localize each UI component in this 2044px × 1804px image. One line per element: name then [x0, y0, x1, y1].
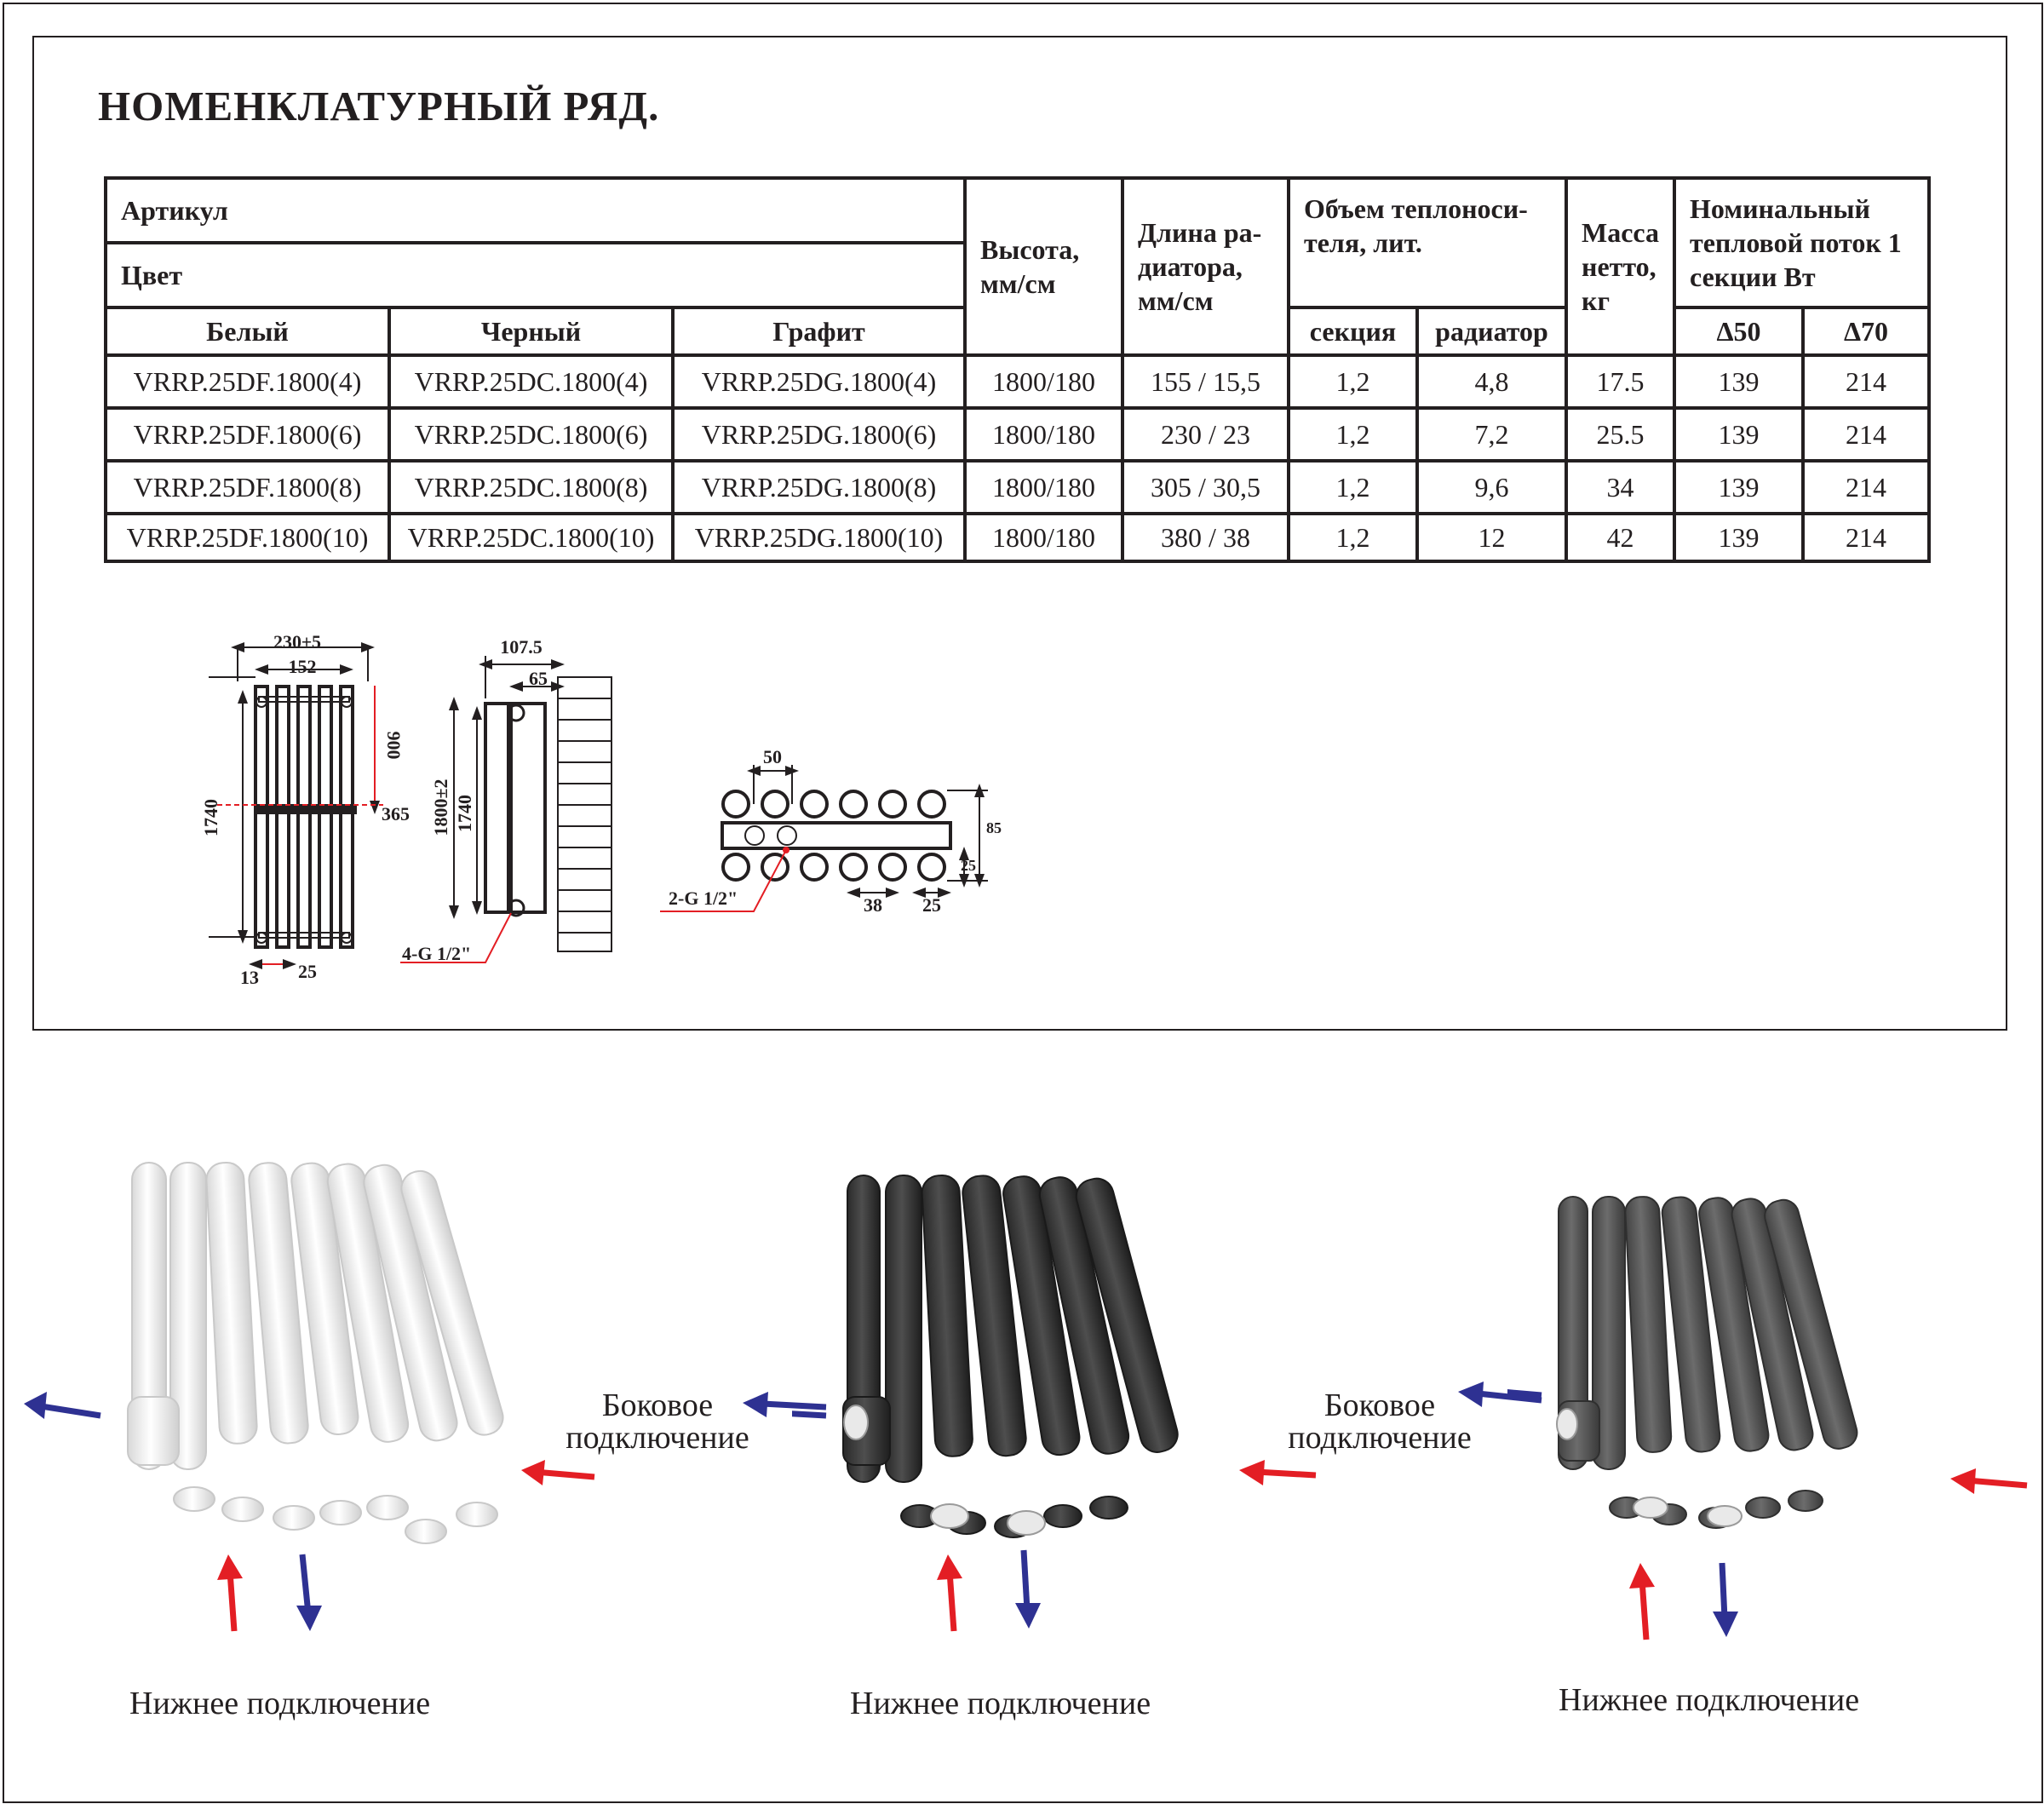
cell-d50: 139 — [1674, 461, 1803, 514]
cell-length: 155 / 15,5 — [1122, 355, 1289, 408]
cell-vol-section: 1,2 — [1289, 408, 1417, 461]
header-mass: Масса нетто, кг — [1566, 178, 1674, 355]
side-connection-caption-1 — [538, 1389, 777, 1454]
cell-height: 1800/180 — [965, 514, 1122, 561]
dim-mid: 365 — [382, 803, 410, 824]
cell-mass: 25.5 — [1566, 408, 1674, 461]
dim-depth: 107.5 — [500, 636, 543, 658]
side-connection-caption-2 — [1260, 1389, 1499, 1454]
cell-mass: 42 — [1566, 514, 1674, 561]
dim-total-height: 1800±2 — [430, 778, 451, 836]
side-view-labels — [402, 636, 548, 964]
side-caption-line2: подключение — [1288, 1420, 1472, 1456]
dim-pitch-2: 25 — [922, 894, 941, 916]
bottom-connection-caption-3: Нижнее подключение — [1559, 1682, 1860, 1718]
side-caption-line1: Боковое — [1323, 1387, 1436, 1423]
black-tubes — [843, 1174, 1181, 1537]
dim-offset: 65 — [529, 668, 548, 689]
radiator-photo-white — [0, 1133, 613, 1644]
cell-vol-section: 1,2 — [1289, 514, 1417, 561]
cell-d50: 139 — [1674, 514, 1803, 561]
dim-pipe: 25 — [961, 857, 976, 874]
cell-black: VRRP.25DC.1800(10) — [389, 514, 673, 561]
dim-half-height: 900 — [383, 731, 405, 760]
header-article: Артикул — [106, 178, 965, 243]
cell-graphite: VRRP.25DG.1800(8) — [673, 461, 965, 514]
cell-black: VRRP.25DC.1800(4) — [389, 355, 673, 408]
cell-height: 1800/180 — [965, 355, 1122, 408]
header-color: Цвет — [106, 243, 965, 307]
side-caption-line1: Боковое — [601, 1387, 714, 1423]
dim-left-offset: 13 — [240, 967, 259, 988]
page-title: НОМЕНКЛАТУРНЫЙ РЯД. — [98, 83, 660, 129]
dim-inner-width: 152 — [288, 656, 317, 677]
dim-step: 25 — [298, 961, 317, 982]
header-color-white: Белый — [106, 307, 389, 355]
cell-height: 1800/180 — [965, 461, 1122, 514]
side-thread-label: 4-G 1/2" — [402, 943, 472, 964]
header-volume-section: секция — [1289, 307, 1417, 355]
header-color-graphite: Графит — [673, 307, 965, 355]
cell-white: VRRP.25DF.1800(8) — [106, 461, 389, 514]
cell-white: VRRP.25DF.1800(4) — [106, 355, 389, 408]
bottom-connection-caption-2: Нижнее подключение — [850, 1686, 1151, 1721]
cell-black: VRRP.25DC.1800(6) — [389, 408, 673, 461]
dim-top-depth: 85 — [986, 819, 1002, 836]
graphite-tubes — [1559, 1196, 1860, 1528]
cell-length: 230 / 23 — [1122, 408, 1289, 461]
cell-vol-radiator: 4,8 — [1417, 355, 1566, 408]
cell-graphite: VRRP.25DG.1800(10) — [673, 514, 965, 561]
cell-d70: 214 — [1803, 461, 1929, 514]
cell-graphite: VRRP.25DG.1800(4) — [673, 355, 965, 408]
cell-mass: 34 — [1566, 461, 1674, 514]
cell-d70: 214 — [1803, 408, 1929, 461]
cell-white: VRRP.25DF.1800(10) — [106, 514, 389, 561]
dim-inner-height: 1740 — [454, 795, 475, 832]
cell-graphite: VRRP.25DG.1800(6) — [673, 408, 965, 461]
header-heat-flow: Номинальный тепловой поток 1 секции Вт — [1674, 178, 1929, 307]
cell-d50: 139 — [1674, 408, 1803, 461]
cell-black: VRRP.25DC.1800(8) — [389, 461, 673, 514]
dim-pitch: 38 — [864, 894, 882, 916]
cell-height: 1800/180 — [965, 408, 1122, 461]
cell-vol-section: 1,2 — [1289, 461, 1417, 514]
white-tubes — [128, 1161, 507, 1543]
header-length: Длина ра-диатора, мм/см — [1122, 178, 1289, 355]
header-volume: Объем теплоноси-теля, лит. — [1289, 178, 1566, 307]
cell-vol-section: 1,2 — [1289, 355, 1417, 408]
cell-white: VRRP.25DF.1800(6) — [106, 408, 389, 461]
cell-mass: 17.5 — [1566, 355, 1674, 408]
front-view-drawing — [209, 647, 383, 964]
side-caption-line2: подключение — [566, 1420, 749, 1456]
cell-length: 380 / 38 — [1122, 514, 1289, 561]
header-d50: Δ50 — [1674, 307, 1803, 355]
cell-length: 305 / 30,5 — [1122, 461, 1289, 514]
bottom-connection-caption-1: Нижнее подключение — [129, 1686, 431, 1721]
cell-d70: 214 — [1803, 355, 1929, 408]
radiator-photo-black — [792, 1141, 1337, 1644]
dim-spacing: 50 — [763, 746, 782, 767]
header-d70: Δ70 — [1803, 307, 1929, 355]
top-thread-label: 2-G 1/2" — [669, 888, 738, 909]
cell-d70: 214 — [1803, 514, 1929, 561]
cell-vol-radiator: 7,2 — [1417, 408, 1566, 461]
cell-vol-radiator: 12 — [1417, 514, 1566, 561]
header-volume-radiator: радиатор — [1417, 307, 1566, 355]
header-color-black: Черный — [389, 307, 673, 355]
cell-vol-radiator: 9,6 — [1417, 461, 1566, 514]
radiator-photo-graphite — [1507, 1167, 2044, 1644]
dim-width: 230±5 — [273, 631, 322, 652]
header-height: Высота, мм/см — [965, 178, 1122, 355]
cell-d50: 139 — [1674, 355, 1803, 408]
dim-height: 1740 — [200, 799, 221, 836]
